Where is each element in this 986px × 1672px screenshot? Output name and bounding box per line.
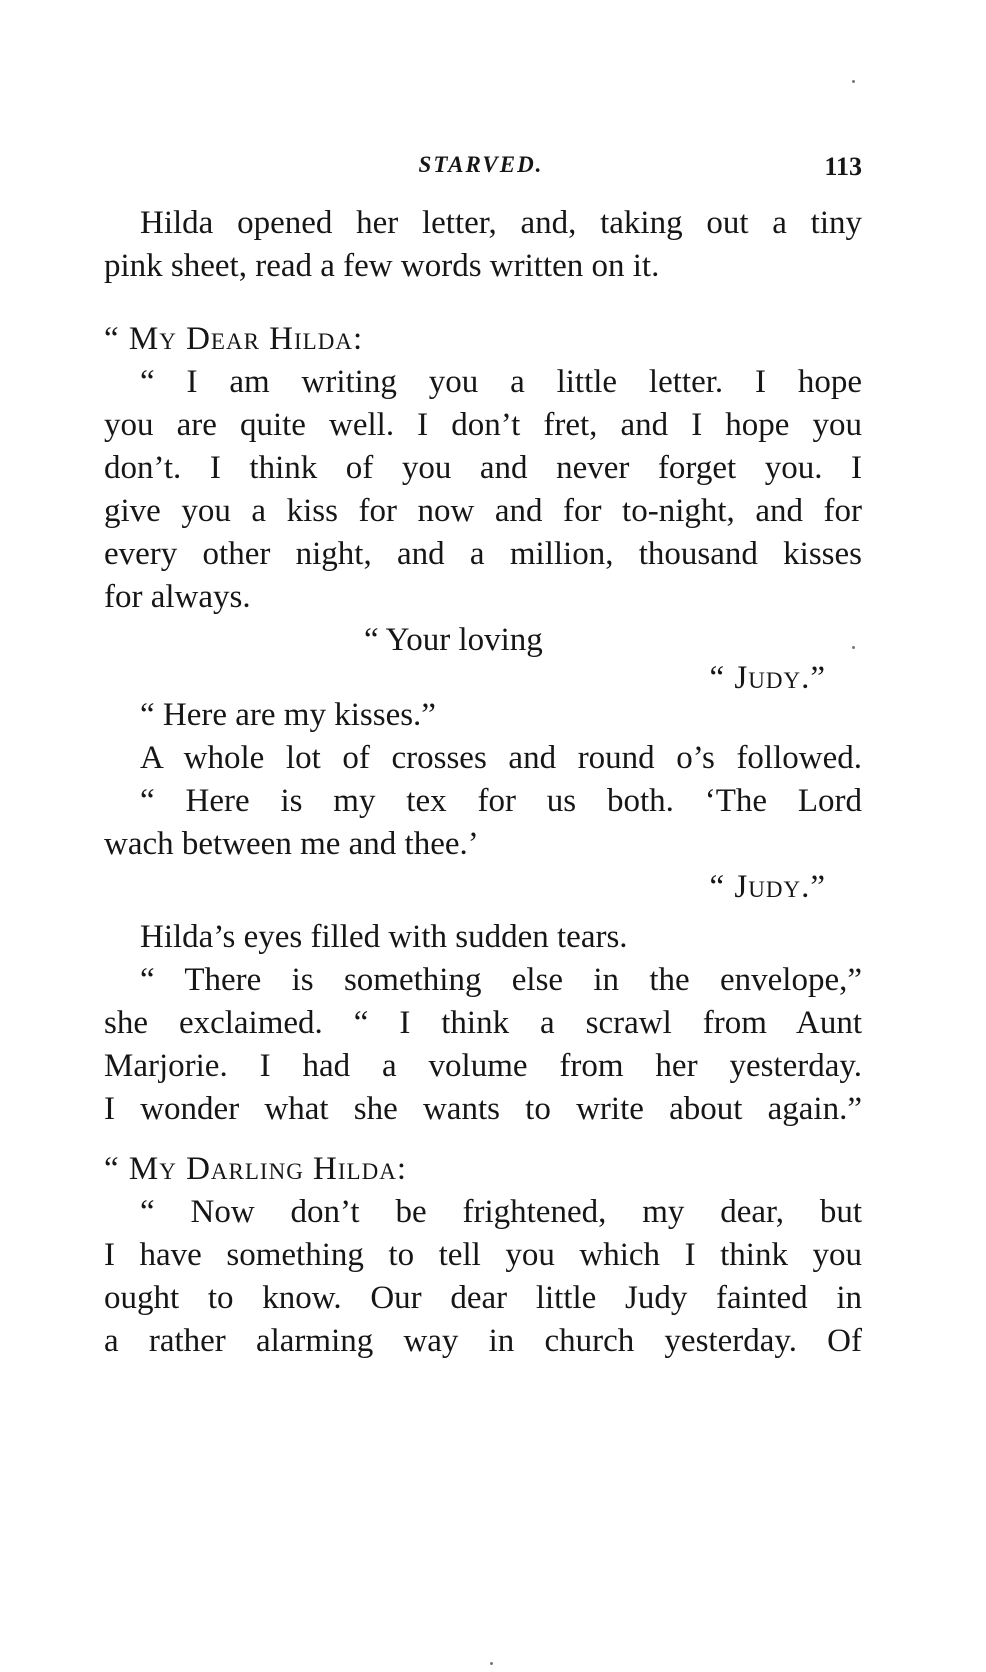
page-number: 113: [824, 152, 862, 181]
text-line: give you a kiss for now and for to-night, and for: [104, 493, 862, 529]
judy-letter: [104, 318, 862, 909]
scan-speck: [490, 1662, 493, 1665]
text-line: Hilda’s eyes filled with sudden tears.: [140, 919, 628, 955]
text-line: Hilda opened her letter, and, taking out a tiny: [140, 205, 862, 241]
running-title: STARVED.: [418, 152, 544, 177]
text-line: “ Here is my tex for us both. ‘The Lord: [140, 783, 862, 819]
scan-speck: [852, 646, 855, 649]
text-line: don’t. I think of you and never forget you. I: [104, 450, 862, 486]
text-line: “ There is something else in the envelope,”: [140, 962, 862, 998]
text-line: ought to know. Our dear little Judy fainted in: [104, 1280, 862, 1316]
text-line: wach between me and thee.’: [104, 826, 479, 862]
paragraph-tears: [104, 916, 862, 1131]
letter-closing: “ Your loving: [364, 622, 543, 658]
text-line: for always.: [104, 579, 251, 615]
text-line: “ I am writing you a little letter. I hope: [140, 364, 862, 400]
text-line: every other night, and a million, thousand kisses: [104, 536, 862, 572]
scan-speck: [852, 80, 855, 83]
letter-signature: “ Judy.”: [709, 660, 826, 696]
paragraph-opening: [104, 202, 862, 288]
running-head: [100, 152, 862, 186]
letter-signature: “ Judy.”: [709, 869, 826, 905]
text-line: I have something to tell you which I think you: [104, 1237, 862, 1273]
crosses-line: A whole lot of crosses and round o’s followed.: [140, 740, 862, 776]
text-line: Marjorie. I had a volume from her yesterday.: [104, 1048, 862, 1084]
letter-salutation: “ My Darling Hilda:: [104, 1151, 407, 1187]
text-line: pink sheet, read a few words written on it.: [104, 248, 660, 284]
letter-salutation: “ My Dear Hilda:: [104, 321, 364, 357]
marjorie-letter: [104, 1148, 862, 1363]
postscript-kisses: “ Here are my kisses.”: [140, 697, 436, 733]
text-line: a rather alarming way in church yesterday. Of: [104, 1323, 862, 1359]
text-line: you are quite well. I don’t fret, and I hope you: [104, 407, 862, 443]
text-line: “ Now don’t be frightened, my dear, but: [140, 1194, 862, 1230]
text-line: she exclaimed. “ I think a scrawl from Aunt: [104, 1005, 862, 1041]
text-line: I wonder what she wants to write about again.”: [104, 1091, 862, 1127]
